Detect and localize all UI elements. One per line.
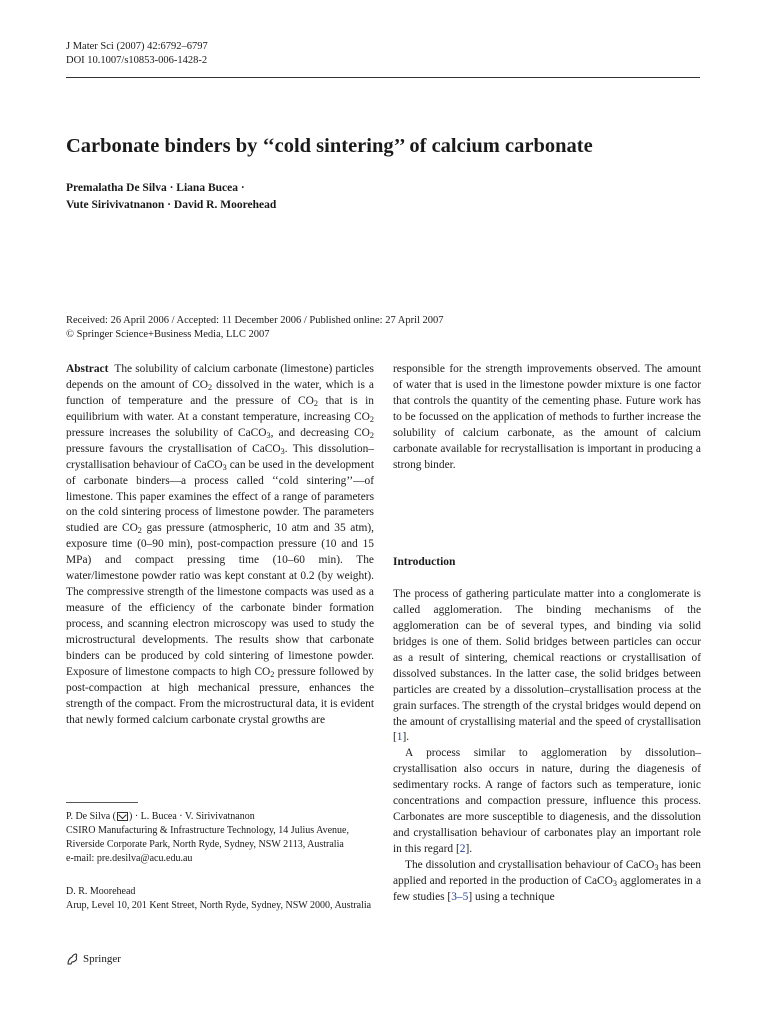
abstract-paragraph: Abstract The solubility of calcium carbonate (limestone) particles depends on the amount of $CO_2$ dissolved in the water, which is a function of temperature and the pressure of $CO_2$ that is in equilibrium with water. At a constant temperature, increasing $CO_2$ pressure increases the solubility of CaCO$_3$, and decreasing $CO_2$ pressure favours the crystallisation of CaCO$_3$. This dissolution–crystallisation behaviour of CaCO$_3$ can be used in the development of carbonate binders—a process called ‘‘cold sintering’’—of limestone. This paper examines the effect of a range of parameters on the cold sintering process of limestone powder. The parameters studied are $CO_2$ gas pressure (atmospheric, 10 atm and 35 atm), exposure time (0–90 min), post-compaction pressure (10 and 15 MPa) and compact pressing time (10–60 min). The water/limestone powder ratio was kept constant at 0.2 (by weight). The compressive strength of the limestone compacts was used as a measure of the efficiency of the carbonate binder formation process, and scanning electron microscopy was used to study the microstructural developments. The results show that carbonate binders can be produced by cold sintering of limestone powder. Exposure of limestone compacts to high $CO_2$ pressure followed by post-compaction at high mechanical pressure, enhances the strength of the compact. From the microstructural data, it is evident that newly formed calcium carbonate crystal growths are — [66, 363, 374, 726]
affiliation-1 — [66, 810, 376, 866]
right-column — [393, 362, 701, 474]
publisher-footer — [66, 952, 121, 966]
citation-link-2[interactable]: 2 — [459, 843, 466, 855]
journal-header — [66, 40, 208, 68]
footnote-rule — [66, 802, 138, 803]
affiliation-authors-1: P. De Silva ( ) · L. Bucea · V. Sirivivatnanon — [66, 811, 255, 822]
affiliation-authors-2: D. R. Moorehead — [66, 886, 136, 897]
affiliation-2 — [66, 885, 376, 913]
citation-link-1[interactable]: 1 — [396, 731, 403, 744]
affiliation-email: e-mail: pre.desilva@acu.edu.au — [66, 853, 193, 864]
intro-paragraph-1: The process of gathering particulate matter into a conglomerate is called agglomeration. The binding mechanisms of the agglomeration can be of several types, and binding via solid bridges is one of them. Solid bridges between particles can occur as a result of sintering, chemical reactions or crystallisation of dissolved substances. In the latter case, the solid bridges between particles are created by a dissolution–crystallisation process at the grain surfaces. The strength of the crystal bridges would depend on the amount of crystallising material and the speed of crystallisation [1]. — [393, 588, 701, 744]
affiliation-address-2: Arup, Level 10, 201 Kent Street, North Ryde, Sydney, NSW 2000, Australia — [66, 900, 372, 911]
citation-link-3-5[interactable]: 3–5 — [451, 890, 469, 903]
intro-paragraph-2: A process similar to agglomeration by dissolution–crystallisation also occurs in nature, during the diagenesis of sedimentary rocks. A range of factors such as temperature, ionic concentrations and compaction pressure, influence this process. Carbonates are more susceptible to diagenesis, and the dissolution and crystallisation behaviour of carbonates play an important role in this regard [2]. — [393, 747, 701, 855]
affiliation-address-1: CSIRO Manufacturing & Infrastructure Technology, 14 Julius Avenue, Riverside Corporate Park, North Ryde, Sydney, NSW 2113, Australia — [66, 825, 349, 850]
article-title: Carbonate binders by ‘‘cold sintering’’ of calcium carbonate — [66, 135, 593, 157]
journal-citation: J Mater Sci (2007) 42:6792–6797 — [66, 41, 208, 52]
introduction-body — [393, 587, 701, 906]
publication-dates — [66, 314, 706, 342]
authors-line-2: Vute Sirivivatnanon · David R. Moorehead — [66, 199, 277, 211]
authors-line-1: Premalatha De Silva · Liana Bucea · — [66, 182, 245, 194]
publisher-name: Springer — [83, 953, 121, 965]
copyright: © Springer Science+Business Media, LLC 2007 — [66, 329, 270, 340]
intro-paragraph-3: The dissolution and crystallisation behaviour of CaCO$_3$ has been applied and reported in the production of CaCO$_3$ agglomerates in a few studies [3–5] using a technique — [393, 858, 702, 903]
doi: DOI 10.1007/s10853-006-1428-2 — [66, 55, 208, 66]
springer-horse-icon — [66, 952, 79, 966]
left-column — [66, 362, 374, 729]
authors — [66, 180, 276, 214]
abstract-continued: responsible for the strength improvements observed. The amount of water that is used in the limestone powder mixture is one factor that controls the quantity of the cementing phase. Future work has to be focussed on the application of methods to further increase the solubility of calcium carbonate, as the amount of calcium carbonate available for recrystallisation is important in producing a strong binder. — [393, 363, 701, 471]
envelope-icon — [117, 812, 128, 821]
introduction-heading: Introduction — [393, 556, 456, 568]
header-rule — [66, 77, 700, 78]
received-accepted-dates: Received: 26 April 2006 / Accepted: 11 December 2006 / Published online: 27 April 2007 — [66, 315, 444, 326]
abstract-label: Abstract — [66, 363, 109, 375]
